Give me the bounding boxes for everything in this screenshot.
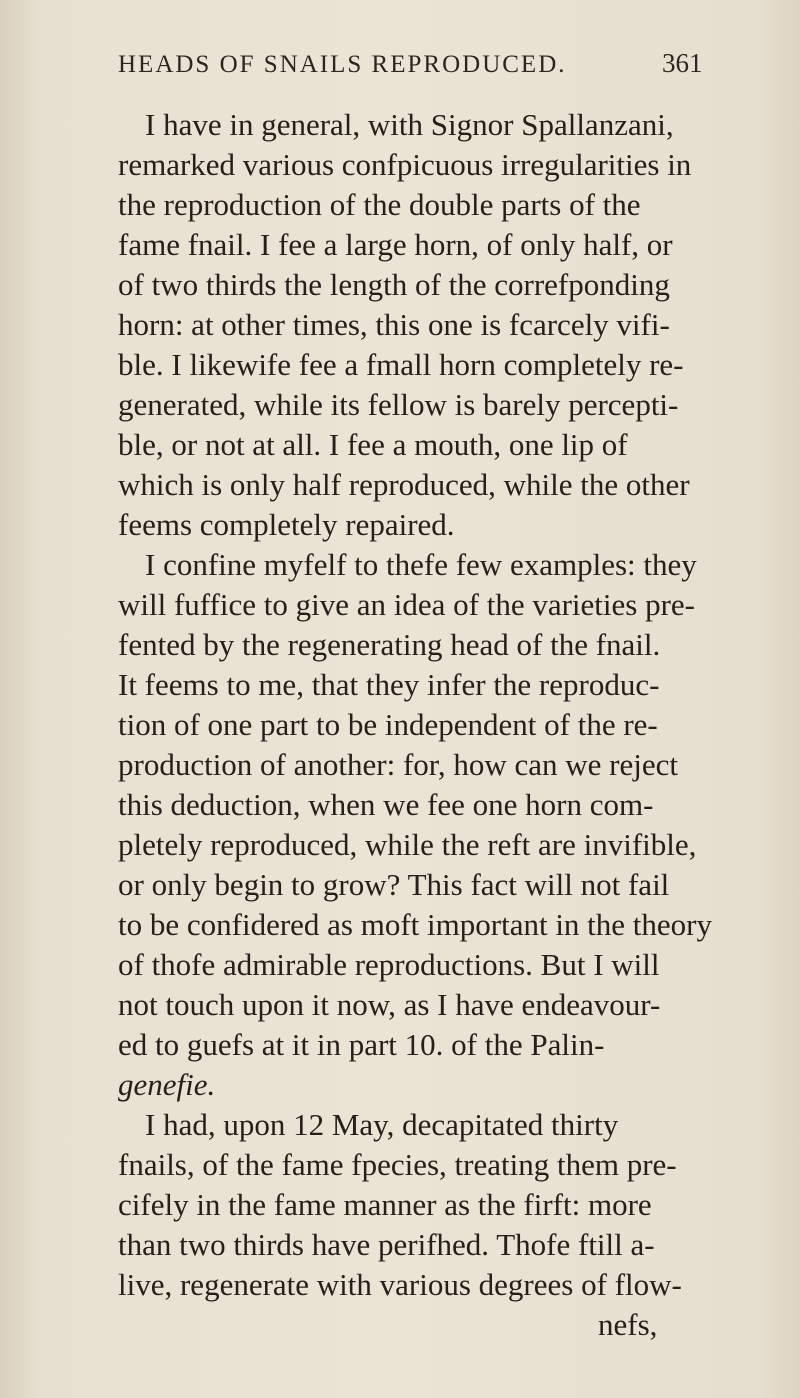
text-line: than two thirds have perifhed. Thofe ftill a-	[118, 1227, 655, 1262]
text-line: fnails, of the fame fpecies, treating them pre-	[118, 1147, 677, 1182]
text-line: will fuffice to give an idea of the varieties pre-	[118, 587, 695, 622]
text-line: It feems to me, that they infer the reproduc-	[118, 667, 660, 702]
text-line: or only begin to grow? This fact will not fail	[118, 867, 670, 902]
text-line: I have in general, with Signor Spallanzani,	[145, 107, 674, 142]
text-line: tion of one part to be independent of the re-	[118, 707, 658, 742]
text-line: the reproduction of the double parts of the	[118, 187, 641, 222]
running-head: HEADS OF SNAILS REPRODUCED.	[118, 51, 567, 78]
text-line: which is only half reproduced, while the other	[118, 467, 690, 502]
text-line: ble, or not at all. I fee a mouth, one lip of	[118, 427, 628, 462]
text-line: live, regenerate with various degrees of flow-	[118, 1267, 682, 1302]
text-line: cifely in the fame manner as the firft: more	[118, 1187, 652, 1222]
text-line: fame fnail. I fee a large horn, of only half, or	[118, 227, 673, 262]
text-line: ble. I likewife fee a fmall horn completely re-	[118, 347, 684, 382]
text-line: to be confidered as moft important in the theory	[118, 907, 712, 942]
text-line: I had, upon 12 May, decapitated thirty	[145, 1107, 619, 1142]
text-line: of thofe admirable reproductions. But I will	[118, 947, 660, 982]
text-line: I confine myfelf to thefe few examples: they	[145, 547, 697, 582]
text-line: nefs,	[598, 1307, 658, 1342]
page-number: 361	[662, 48, 703, 78]
text-line: remarked various confpicuous irregularities in	[118, 147, 692, 182]
text-line: horn: at other times, this one is fcarcely vifi-	[118, 307, 670, 342]
text-line: genefie.	[118, 1067, 216, 1102]
text-line: not touch upon it now, as I have endeavour-	[118, 987, 661, 1022]
text-line: fented by the regenerating head of the fnail.	[118, 627, 661, 662]
text-line: ed to guefs at it in part 10. of the Palin-	[118, 1027, 605, 1062]
text-line: feems completely repaired.	[118, 507, 455, 542]
text-line: production of another: for, how can we reject	[118, 747, 678, 782]
text-line: of two thirds the length of the correfponding	[118, 267, 670, 302]
text-line: this deduction, when we fee one horn com-	[118, 787, 654, 822]
text-line: pletely reproduced, while the reft are invifible,	[118, 827, 697, 862]
text-line: generated, while its fellow is barely percepti-	[118, 387, 679, 422]
